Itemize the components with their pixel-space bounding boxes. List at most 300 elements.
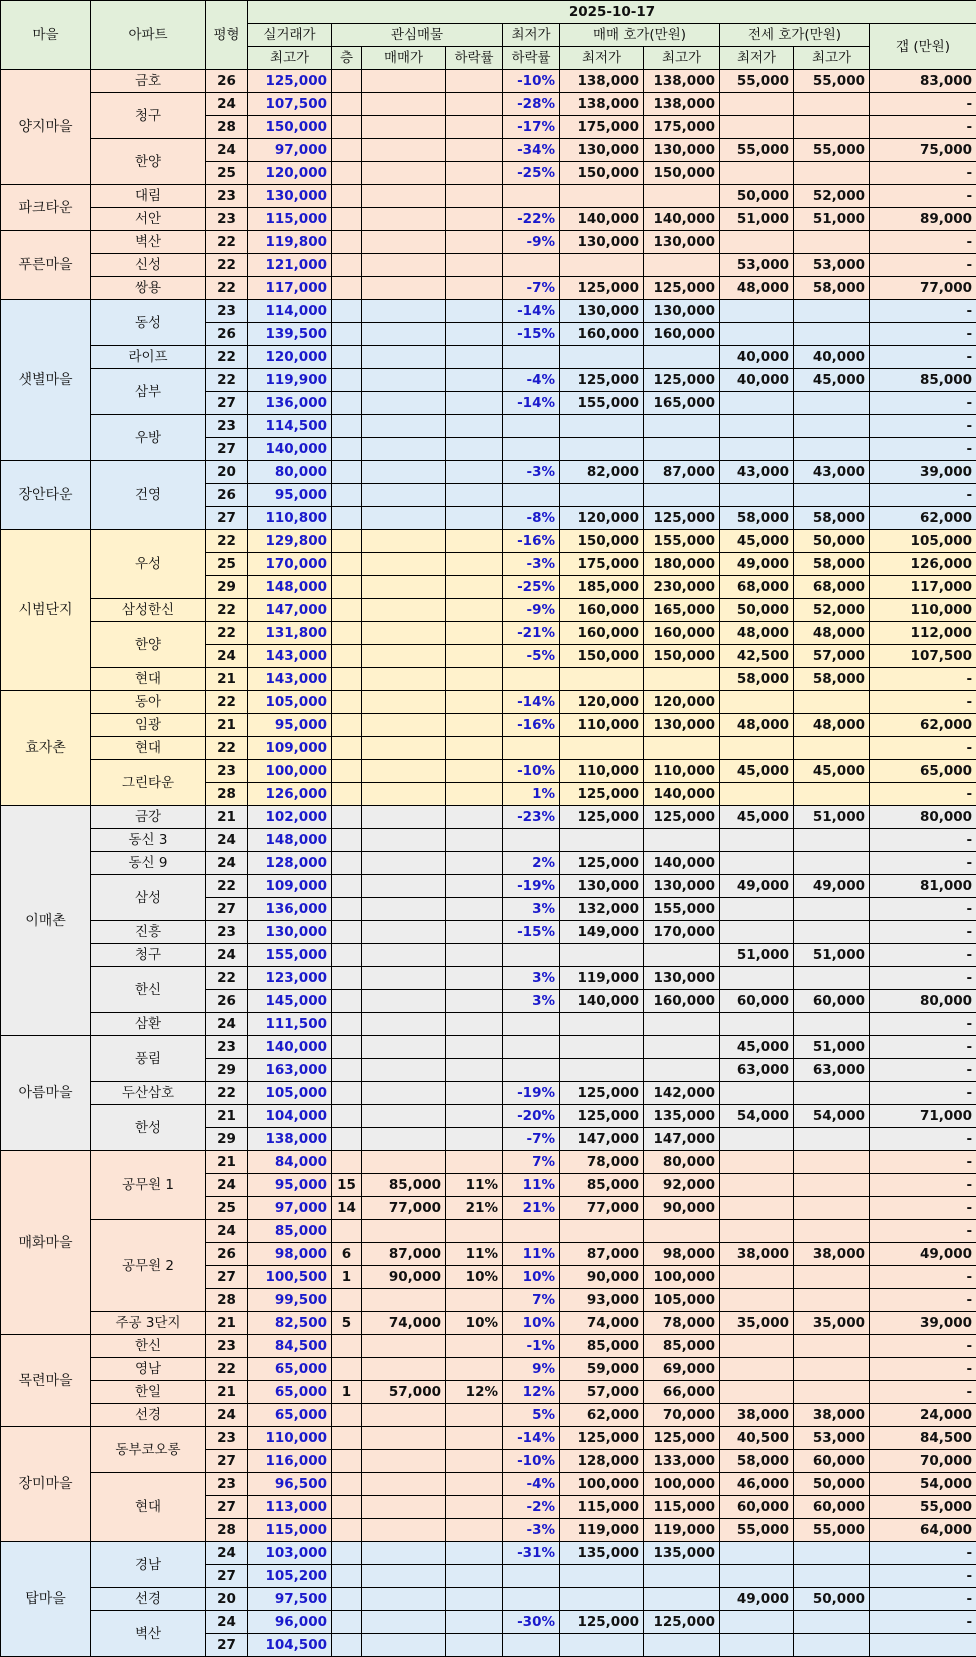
size-pyeong: 24	[206, 1174, 248, 1197]
gap-value: 64,000	[870, 1519, 976, 1542]
interest-sale-price	[362, 806, 446, 829]
table-body	[1, 70, 976, 1657]
table-row	[1, 254, 976, 277]
size-pyeong: 21	[206, 1151, 248, 1174]
header-floor: 층	[332, 47, 362, 70]
table-row	[1, 737, 976, 760]
jeonse-quote-min: 55,000	[720, 1519, 794, 1542]
header-jeonse-quote: 전세 호가(만원)	[720, 24, 870, 47]
interest-sale-price	[362, 1588, 446, 1611]
real-price-max: 114,000	[248, 300, 332, 323]
gap-value: 70,000	[870, 1450, 976, 1473]
lowest-drop-rate: -25%	[503, 162, 560, 185]
jeonse-quote-max	[794, 1565, 870, 1588]
jeonse-quote-max	[794, 116, 870, 139]
table-row	[1, 530, 976, 553]
sale-quote-max: 165,000	[644, 392, 720, 415]
gap-value: -	[870, 1128, 976, 1151]
jeonse-quote-max: 51,000	[794, 1036, 870, 1059]
table-row	[1, 1404, 976, 1427]
sale-quote-min: 85,000	[560, 1174, 644, 1197]
table-row	[1, 967, 976, 990]
sale-quote-min	[560, 1036, 644, 1059]
sale-quote-max: 125,000	[644, 1611, 720, 1634]
jeonse-quote-min: 40,000	[720, 346, 794, 369]
lowest-drop-rate: -14%	[503, 392, 560, 415]
jeonse-quote-max	[794, 1151, 870, 1174]
interest-floor	[332, 1473, 362, 1496]
interest-sale-price: 87,000	[362, 1243, 446, 1266]
gap-value: -	[870, 438, 976, 461]
size-pyeong: 24	[206, 1220, 248, 1243]
jeonse-quote-max	[794, 415, 870, 438]
interest-sale-price	[362, 1059, 446, 1082]
sale-quote-max	[644, 415, 720, 438]
gap-value: 54,000	[870, 1473, 976, 1496]
gap-value: -	[870, 1611, 976, 1634]
sale-quote-min	[560, 668, 644, 691]
sale-quote-min: 150,000	[560, 530, 644, 553]
sale-quote-max: 110,000	[644, 760, 720, 783]
interest-sale-price	[362, 1220, 446, 1243]
header-interest: 관심매물	[332, 24, 503, 47]
interest-drop-rate	[446, 1450, 503, 1473]
lowest-drop-rate: -10%	[503, 70, 560, 93]
sale-quote-max	[644, 484, 720, 507]
interest-drop-rate	[446, 1013, 503, 1036]
sale-quote-min: 135,000	[560, 1542, 644, 1565]
jeonse-quote-min: 49,000	[720, 875, 794, 898]
lowest-drop-rate: -9%	[503, 231, 560, 254]
gap-value: -	[870, 737, 976, 760]
sale-quote-min: 125,000	[560, 1611, 644, 1634]
size-pyeong: 26	[206, 70, 248, 93]
interest-floor	[332, 990, 362, 1013]
size-pyeong: 23	[206, 1335, 248, 1358]
interest-floor	[332, 392, 362, 415]
header-real-price-max: 최고가	[248, 47, 332, 70]
interest-drop-rate	[446, 484, 503, 507]
sale-quote-max: 170,000	[644, 921, 720, 944]
interest-drop-rate	[446, 346, 503, 369]
jeonse-quote-max	[794, 392, 870, 415]
lowest-drop-rate: -34%	[503, 139, 560, 162]
jeonse-quote-max: 50,000	[794, 1473, 870, 1496]
interest-drop-rate: 21%	[446, 1197, 503, 1220]
sale-quote-max: 78,000	[644, 1312, 720, 1335]
apartment-name: 동아	[91, 691, 206, 714]
sale-quote-min: 130,000	[560, 875, 644, 898]
header-sale: 매매가	[362, 47, 446, 70]
lowest-drop-rate	[503, 737, 560, 760]
lowest-drop-rate: -20%	[503, 1105, 560, 1128]
table-row	[1, 875, 976, 898]
interest-sale-price	[362, 369, 446, 392]
interest-floor	[332, 438, 362, 461]
real-price-max: 136,000	[248, 898, 332, 921]
lowest-drop-rate: 7%	[503, 1289, 560, 1312]
real-price-max: 121,000	[248, 254, 332, 277]
real-price-max: 105,200	[248, 1565, 332, 1588]
interest-sale-price: 85,000	[362, 1174, 446, 1197]
interest-drop-rate	[446, 231, 503, 254]
real-price-max: 99,500	[248, 1289, 332, 1312]
interest-floor	[332, 1289, 362, 1312]
jeonse-quote-max	[794, 1335, 870, 1358]
jeonse-quote-min	[720, 323, 794, 346]
interest-drop-rate	[446, 760, 503, 783]
interest-sale-price	[362, 852, 446, 875]
jeonse-quote-max	[794, 300, 870, 323]
sale-quote-max	[644, 737, 720, 760]
sale-quote-max: 155,000	[644, 530, 720, 553]
interest-floor	[332, 139, 362, 162]
size-pyeong: 23	[206, 1427, 248, 1450]
size-pyeong: 28	[206, 116, 248, 139]
interest-floor	[332, 162, 362, 185]
gap-value: 24,000	[870, 1404, 976, 1427]
jeonse-quote-max: 60,000	[794, 1496, 870, 1519]
interest-drop-rate	[446, 921, 503, 944]
gap-value: 39,000	[870, 1312, 976, 1335]
real-price-max: 143,000	[248, 668, 332, 691]
real-price-max: 109,000	[248, 737, 332, 760]
jeonse-quote-max: 50,000	[794, 530, 870, 553]
gap-value: -	[870, 1289, 976, 1312]
sale-quote-min: 125,000	[560, 1105, 644, 1128]
lowest-drop-rate: -23%	[503, 806, 560, 829]
table-row	[1, 1381, 976, 1404]
size-pyeong: 24	[206, 1013, 248, 1036]
size-pyeong: 21	[206, 1105, 248, 1128]
interest-floor	[332, 1565, 362, 1588]
sale-quote-max: 138,000	[644, 70, 720, 93]
apartment-name: 한일	[91, 1381, 206, 1404]
apartment-name: 선경	[91, 1588, 206, 1611]
sale-quote-min: 125,000	[560, 1427, 644, 1450]
interest-floor	[332, 691, 362, 714]
interest-drop-rate	[446, 1611, 503, 1634]
table-row	[1, 277, 976, 300]
lowest-drop-rate: -7%	[503, 277, 560, 300]
jeonse-quote-min: 60,000	[720, 1496, 794, 1519]
size-pyeong: 27	[206, 1565, 248, 1588]
size-pyeong: 22	[206, 231, 248, 254]
real-price-max: 130,000	[248, 185, 332, 208]
jeonse-quote-max	[794, 898, 870, 921]
lowest-drop-rate: -4%	[503, 1473, 560, 1496]
interest-floor	[332, 231, 362, 254]
jeonse-quote-min	[720, 231, 794, 254]
real-price-max: 115,000	[248, 1519, 332, 1542]
gap-value: -	[870, 898, 976, 921]
header-sale-quote: 매매 호가(만원)	[560, 24, 720, 47]
sale-quote-max: 100,000	[644, 1266, 720, 1289]
interest-sale-price	[362, 1450, 446, 1473]
interest-floor	[332, 1634, 362, 1657]
interest-sale-price	[362, 162, 446, 185]
interest-drop-rate	[446, 1151, 503, 1174]
lowest-drop-rate	[503, 944, 560, 967]
sale-quote-min	[560, 1565, 644, 1588]
lowest-drop-rate: -14%	[503, 691, 560, 714]
jeonse-quote-max: 53,000	[794, 1427, 870, 1450]
real-price-max: 155,000	[248, 944, 332, 967]
header-jeonse-min: 최저가	[720, 47, 794, 70]
interest-drop-rate	[446, 507, 503, 530]
interest-sale-price: 57,000	[362, 1381, 446, 1404]
lowest-drop-rate: 3%	[503, 967, 560, 990]
real-price-max: 119,900	[248, 369, 332, 392]
interest-floor	[332, 1151, 362, 1174]
interest-floor	[332, 530, 362, 553]
interest-floor	[332, 93, 362, 116]
size-pyeong: 22	[206, 1358, 248, 1381]
apartment-name: 동신 9	[91, 852, 206, 875]
jeonse-quote-min: 51,000	[720, 944, 794, 967]
gap-value: 62,000	[870, 714, 976, 737]
interest-floor	[332, 1082, 362, 1105]
sale-quote-min: 150,000	[560, 645, 644, 668]
size-pyeong: 23	[206, 921, 248, 944]
jeonse-quote-min: 50,000	[720, 185, 794, 208]
jeonse-quote-max: 38,000	[794, 1404, 870, 1427]
table-row	[1, 1335, 976, 1358]
jeonse-quote-max	[794, 1358, 870, 1381]
interest-drop-rate	[446, 829, 503, 852]
sale-quote-max: 115,000	[644, 1496, 720, 1519]
interest-sale-price: 74,000	[362, 1312, 446, 1335]
sale-quote-min: 155,000	[560, 392, 644, 415]
apartment-name: 금강	[91, 806, 206, 829]
real-price-max: 116,000	[248, 1450, 332, 1473]
jeonse-quote-min: 63,000	[720, 1059, 794, 1082]
jeonse-quote-max	[794, 1197, 870, 1220]
interest-drop-rate	[446, 645, 503, 668]
jeonse-quote-max: 52,000	[794, 599, 870, 622]
interest-drop-rate	[446, 254, 503, 277]
apartment-name: 신성	[91, 254, 206, 277]
interest-drop-rate	[446, 691, 503, 714]
interest-sale-price	[362, 1565, 446, 1588]
village-name: 아름마을	[1, 1036, 91, 1151]
table-row	[1, 1036, 976, 1059]
jeonse-quote-min	[720, 1128, 794, 1151]
sale-quote-max: 180,000	[644, 553, 720, 576]
lowest-drop-rate: 5%	[503, 1404, 560, 1427]
interest-floor	[332, 1588, 362, 1611]
sale-quote-max: 135,000	[644, 1105, 720, 1128]
gap-value: -	[870, 1542, 976, 1565]
lowest-drop-rate: 11%	[503, 1243, 560, 1266]
jeonse-quote-min: 45,000	[720, 760, 794, 783]
interest-sale-price	[362, 346, 446, 369]
village-name: 양지마을	[1, 70, 91, 185]
size-pyeong: 28	[206, 1519, 248, 1542]
jeonse-quote-max: 45,000	[794, 369, 870, 392]
interest-drop-rate	[446, 530, 503, 553]
interest-drop-rate	[446, 714, 503, 737]
jeonse-quote-max: 51,000	[794, 944, 870, 967]
sale-quote-min: 132,000	[560, 898, 644, 921]
interest-floor	[332, 415, 362, 438]
size-pyeong: 29	[206, 1128, 248, 1151]
jeonse-quote-min: 50,000	[720, 599, 794, 622]
jeonse-quote-min: 40,000	[720, 369, 794, 392]
lowest-drop-rate: -2%	[503, 1496, 560, 1519]
interest-floor	[332, 875, 362, 898]
real-price-max: 120,000	[248, 346, 332, 369]
interest-sale-price	[362, 599, 446, 622]
jeonse-quote-min: 46,000	[720, 1473, 794, 1496]
gap-value: 107,500	[870, 645, 976, 668]
real-price-max: 145,000	[248, 990, 332, 1013]
jeonse-quote-max	[794, 691, 870, 714]
sale-quote-min: 185,000	[560, 576, 644, 599]
jeonse-quote-max	[794, 783, 870, 806]
jeonse-quote-min: 49,000	[720, 1588, 794, 1611]
interest-floor: 1	[332, 1381, 362, 1404]
interest-floor	[332, 507, 362, 530]
interest-drop-rate	[446, 162, 503, 185]
gap-value: -	[870, 691, 976, 714]
interest-sale-price	[362, 300, 446, 323]
interest-sale-price	[362, 1082, 446, 1105]
apartment-name: 풍림	[91, 1036, 206, 1082]
real-price-max: 104,500	[248, 1634, 332, 1657]
sale-quote-max: 165,000	[644, 599, 720, 622]
interest-sale-price	[362, 1404, 446, 1427]
apartment-name: 한신	[91, 1335, 206, 1358]
jeonse-quote-min	[720, 392, 794, 415]
size-pyeong: 23	[206, 1473, 248, 1496]
jeonse-quote-min: 58,000	[720, 507, 794, 530]
sale-quote-min: 125,000	[560, 852, 644, 875]
gap-value: 84,500	[870, 1427, 976, 1450]
interest-floor	[332, 1542, 362, 1565]
header-sale-max: 최고가	[644, 47, 720, 70]
interest-floor	[332, 323, 362, 346]
real-price-max: 117,000	[248, 277, 332, 300]
size-pyeong: 27	[206, 1266, 248, 1289]
sale-quote-max	[644, 438, 720, 461]
interest-sale-price	[362, 1036, 446, 1059]
jeonse-quote-max: 35,000	[794, 1312, 870, 1335]
sale-quote-min	[560, 185, 644, 208]
village-name: 장미마을	[1, 1427, 91, 1542]
size-pyeong: 27	[206, 507, 248, 530]
lowest-drop-rate: -9%	[503, 599, 560, 622]
interest-sale-price	[362, 898, 446, 921]
size-pyeong: 22	[206, 691, 248, 714]
lowest-drop-rate: 1%	[503, 783, 560, 806]
apartment-name: 동신 3	[91, 829, 206, 852]
size-pyeong: 21	[206, 1312, 248, 1335]
real-price-max: 103,000	[248, 1542, 332, 1565]
size-pyeong: 25	[206, 162, 248, 185]
interest-sale-price	[362, 254, 446, 277]
jeonse-quote-min: 48,000	[720, 622, 794, 645]
table-header	[1, 1, 976, 70]
jeonse-quote-max	[794, 484, 870, 507]
interest-drop-rate	[446, 967, 503, 990]
lowest-drop-rate: -15%	[503, 921, 560, 944]
apartment-name: 임광	[91, 714, 206, 737]
sale-quote-min	[560, 1013, 644, 1036]
interest-sale-price	[362, 829, 446, 852]
interest-sale-price	[362, 507, 446, 530]
gap-value: -	[870, 1358, 976, 1381]
jeonse-quote-max: 49,000	[794, 875, 870, 898]
gap-value: -	[870, 323, 976, 346]
sale-quote-min: 130,000	[560, 139, 644, 162]
real-price-max: 104,000	[248, 1105, 332, 1128]
interest-sale-price	[362, 1473, 446, 1496]
size-pyeong: 24	[206, 645, 248, 668]
jeonse-quote-min	[720, 967, 794, 990]
interest-sale-price	[362, 530, 446, 553]
interest-drop-rate	[446, 783, 503, 806]
gap-value: -	[870, 1174, 976, 1197]
size-pyeong: 21	[206, 714, 248, 737]
table-row	[1, 714, 976, 737]
real-price-max: 143,000	[248, 645, 332, 668]
sale-quote-min	[560, 254, 644, 277]
sale-quote-max: 147,000	[644, 1128, 720, 1151]
interest-drop-rate	[446, 1358, 503, 1381]
interest-drop-rate	[446, 1404, 503, 1427]
gap-value: -	[870, 1335, 976, 1358]
gap-value	[870, 1634, 976, 1657]
interest-floor	[332, 668, 362, 691]
sale-quote-max: 70,000	[644, 1404, 720, 1427]
size-pyeong: 27	[206, 438, 248, 461]
lowest-drop-rate: 9%	[503, 1358, 560, 1381]
sale-quote-max	[644, 1565, 720, 1588]
interest-sale-price	[362, 990, 446, 1013]
sale-quote-max: 69,000	[644, 1358, 720, 1381]
sale-quote-max: 130,000	[644, 714, 720, 737]
jeonse-quote-min	[720, 1151, 794, 1174]
interest-sale-price	[362, 944, 446, 967]
jeonse-quote-max	[794, 967, 870, 990]
sale-quote-min: 149,000	[560, 921, 644, 944]
jeonse-quote-max	[794, 1381, 870, 1404]
gap-value: -	[870, 1565, 976, 1588]
gap-value: -	[870, 1082, 976, 1105]
jeonse-quote-min: 54,000	[720, 1105, 794, 1128]
interest-drop-rate	[446, 1496, 503, 1519]
size-pyeong: 23	[206, 415, 248, 438]
real-price-max: 150,000	[248, 116, 332, 139]
real-price-max: 95,000	[248, 714, 332, 737]
table-row	[1, 852, 976, 875]
sale-quote-max: 130,000	[644, 231, 720, 254]
sale-quote-max: 130,000	[644, 875, 720, 898]
interest-sale-price	[362, 714, 446, 737]
interest-floor	[332, 1335, 362, 1358]
lowest-drop-rate: -22%	[503, 208, 560, 231]
interest-floor	[332, 645, 362, 668]
sale-quote-min: 130,000	[560, 231, 644, 254]
size-pyeong: 23	[206, 185, 248, 208]
interest-drop-rate	[446, 185, 503, 208]
sale-quote-max: 135,000	[644, 1542, 720, 1565]
sale-quote-max: 120,000	[644, 691, 720, 714]
interest-sale-price	[362, 576, 446, 599]
jeonse-quote-min	[720, 415, 794, 438]
lowest-drop-rate	[503, 346, 560, 369]
